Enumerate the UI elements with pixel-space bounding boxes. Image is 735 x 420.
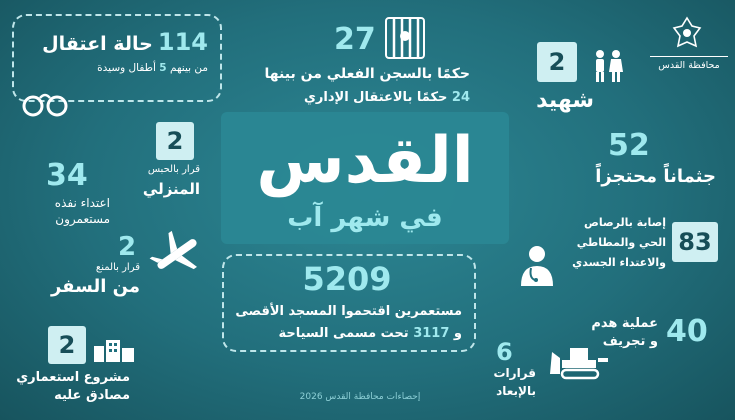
sub-title: في شهر آب [287, 203, 443, 233]
martyrs-value-box [537, 42, 577, 82]
demolitions-line2: و تجريف [602, 334, 658, 349]
arrests-detail-num: 5 [159, 62, 167, 74]
settler-attacks-value: 34 [46, 158, 88, 193]
travel-ban-line2: من السفر [50, 276, 140, 297]
injuries-value: 83 [678, 228, 712, 256]
medic-icon [517, 244, 557, 288]
bodies-label: جثماناً محتجزاً [595, 166, 716, 187]
deportations-line2: بالإبعاد [496, 384, 536, 398]
sentences-line2-num: 24 [451, 90, 470, 105]
travel-ban-value: 2 [118, 232, 137, 262]
arrests-detail [30, 62, 208, 74]
settlement-value: 2 [58, 331, 76, 359]
settlement-line2: مصادق عليه [54, 388, 130, 403]
settler-attacks-line1: اعتداء نفذه [54, 196, 110, 210]
airplane-icon [148, 226, 206, 282]
sentences-line2 [250, 90, 470, 105]
main-title: القدس [256, 124, 474, 198]
sentences-line1: حكمًا بالسجن الفعلي من بينها [264, 66, 470, 82]
settler-attacks-line2: مستعمرون [55, 212, 110, 226]
handcuffs-icon [20, 86, 70, 120]
aqsa-value: 5209 [302, 260, 392, 298]
bodies-value: 52 [608, 128, 650, 163]
arrests-detail-suffix: أطفال وسيدة [97, 62, 156, 74]
arrests-block [30, 28, 208, 56]
footer-source: إحصاءات محافظة القدس 2026 [299, 392, 421, 402]
sentences-line2-text: حكمًا بالاعتقال الإداري [303, 90, 448, 105]
martyrs-label: شهيد [536, 88, 594, 113]
house-arrest-value-box [156, 122, 194, 160]
prison-bars-icon [384, 16, 426, 60]
bulldozer-icon [548, 344, 612, 380]
travel-ban-line1: قرار بالمنع [95, 262, 140, 273]
children-icon [591, 48, 625, 84]
injuries-line2: الحي والمطاطي [576, 236, 666, 249]
deportations-line1: قرارات [493, 366, 536, 380]
deportations-value: 6 [496, 338, 513, 366]
settlement-line1: مشروع استعماري [16, 370, 130, 385]
sentences-value: 27 [334, 22, 376, 57]
martyrs-value: 2 [548, 48, 566, 76]
buildings-icon [94, 340, 134, 362]
demolitions-value: 40 [666, 314, 708, 349]
settlement-value-box [48, 326, 86, 364]
arrests-label: حالة اعتقال [42, 33, 153, 55]
house-arrest-line2: المنزلي [142, 180, 200, 198]
demolitions-line1: عملية هدم [591, 316, 658, 331]
aqsa-line2-text: تحت مسمى السياحة [278, 326, 409, 341]
injuries-value-box [672, 222, 718, 262]
aqsa-line1: مستعمرين اقتحموا المسجد الأقصى [235, 304, 462, 319]
logo-text: محافظة القدس [650, 56, 728, 71]
emblem-icon [672, 16, 702, 50]
house-arrest-value: 2 [166, 127, 184, 155]
arrests-detail-prefix: من بينهم [169, 62, 208, 74]
aqsa-line2 [230, 326, 462, 341]
aqsa-line2-prefix: و [453, 326, 462, 341]
injuries-line3: والاعتداء الجسدي [572, 256, 666, 269]
house-arrest-line1: قرار بالحبس [147, 164, 200, 175]
arrests-value: 114 [157, 28, 208, 56]
aqsa-line2-num: 3117 [413, 326, 450, 341]
injuries-line1: إصابة بالرصاص [584, 216, 666, 229]
